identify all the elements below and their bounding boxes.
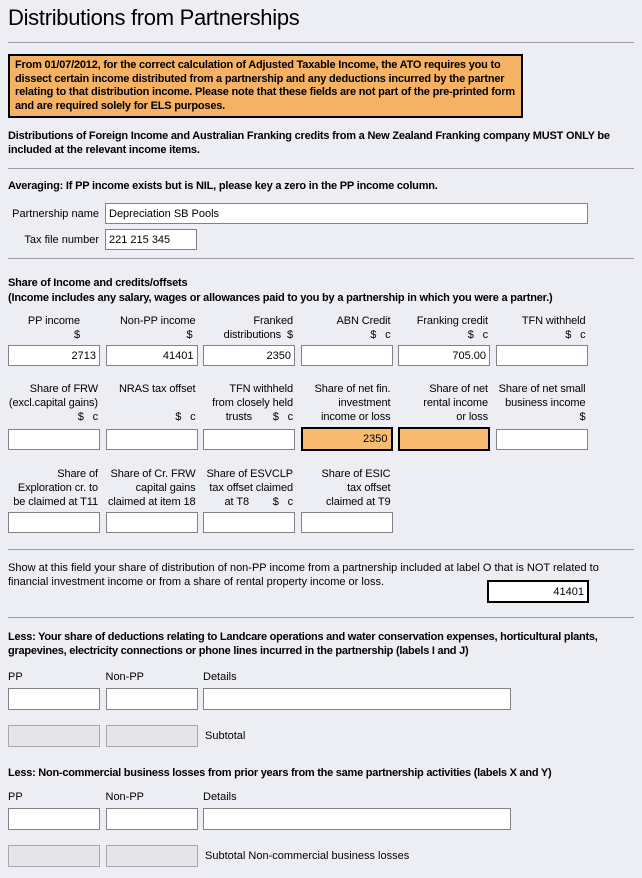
share-of-frw-header: Share of FRW (excl.capital gains) $ c	[8, 383, 98, 423]
ncl-subtotal-row	[8, 845, 409, 867]
landcare-subtotal-pp-field	[8, 725, 100, 747]
non-pp-income-header: Non-PP income $	[119, 315, 196, 341]
pp-income-field[interactable]	[8, 345, 100, 366]
share-esvclp-tax-offset-header: Share of ESVCLP tax offset claimed at T8 $ c	[206, 468, 293, 508]
landcare-subtotal-non-pp-field	[106, 725, 198, 747]
share-income-grid	[8, 314, 588, 533]
non-pp-income-field[interactable]	[106, 345, 198, 366]
landcare-deductions-heading: Less: Your share of deductions relating to Landcare operations and water conservation expenses, horticultural plants, grapevines, electricity connections or phone lines incurred in the partnership (labels I and J)	[8, 631, 598, 657]
ncl-subtotal-label: Subtotal Non-commercial business losses	[205, 850, 410, 862]
divider	[8, 617, 634, 618]
pp-income-header: PP income $	[27, 315, 80, 341]
share-cr-frw-capital-gains-header: Share of Cr. FRW capital gains claimed at item 18	[108, 468, 196, 508]
partnership-name-input[interactable]	[105, 203, 588, 224]
abn-credit-header: ABN Credit $ c	[336, 315, 391, 341]
ncl-pp-field[interactable]	[8, 808, 100, 830]
share-net-small-business-header: Share of net small business income $	[498, 383, 586, 423]
landcare-column-labels	[8, 671, 511, 683]
landcare-non-pp-field[interactable]	[106, 688, 198, 710]
ncl-column-labels	[8, 791, 511, 803]
share-esvclp-tax-offset-field[interactable]	[203, 512, 295, 533]
landcare-details-field[interactable]	[203, 688, 511, 710]
partnership-name-label: Partnership name	[12, 207, 99, 220]
franking-credit-field[interactable]	[398, 345, 490, 366]
share-net-rental-income-field[interactable]	[398, 427, 490, 451]
ncl-heading: Less: Non-commercial business losses from prior years from the same partnership activities (labels X and Y)	[8, 767, 552, 779]
franked-distributions-field[interactable]	[203, 345, 295, 366]
ato-notice-box: From 01/07/2012, for the correct calculation of Adjusted Taxable Income, the ATO requires you to dissect certain income distributed from a partnership and any deductions incurred by the partner relating to that distribution income. Please note that these fields are not part of the pre-printed form and are required solely for ELS purposes.	[8, 54, 523, 118]
share-net-financial-investment-field[interactable]	[301, 427, 393, 451]
ncl-pp-label: PP	[8, 791, 23, 803]
non-pp-summary-field[interactable]	[487, 580, 589, 603]
ncl-subtotal-non-pp-field	[106, 845, 198, 867]
divider	[8, 42, 634, 43]
share-net-rental-income-header: Share of net rental income or loss	[423, 383, 488, 423]
landcare-pp-field[interactable]	[8, 688, 100, 710]
franked-distributions-header: Franked distributions $	[223, 315, 293, 341]
nras-tax-offset-header: NRAS tax offset $ c	[118, 383, 196, 423]
tax-file-number-row	[0, 229, 197, 250]
landcare-details-label: Details	[203, 671, 237, 683]
franking-credit-header: Franking credit $ c	[416, 315, 488, 341]
non-pp-summary-text: Show at this field your share of distribution of non-PP income from a partnership included at label O that is NOT related to financial investment income or from a share of rental property income or loss.	[8, 562, 599, 588]
abn-credit-field[interactable]	[301, 345, 393, 366]
share-exploration-credit-header: Share of Exploration cr. to be claimed at T11	[13, 468, 98, 508]
share-of-frw-field[interactable]	[8, 429, 100, 450]
divider	[8, 168, 634, 169]
nz-franking-note: Distributions of Foreign Income and Australian Franking credits from a New Zealand Franking company MUST ONLY be included at the relevant income items.	[8, 130, 610, 156]
tax-file-number-input[interactable]	[105, 229, 197, 250]
page-title: Distributions from Partnerships	[8, 5, 300, 30]
partnership-name-row	[0, 203, 588, 224]
share-section-heading: Share of Income and credits/offsets	[8, 277, 188, 289]
tfn-withheld-field[interactable]	[496, 345, 588, 366]
landcare-subtotal-row	[8, 725, 245, 747]
share-net-financial-investment-header: Share of net fin. investment income or loss	[314, 383, 391, 423]
landcare-subtotal-label: Subtotal	[205, 730, 246, 742]
ncl-non-pp-field[interactable]	[106, 808, 198, 830]
share-cr-frw-capital-gains-field[interactable]	[106, 512, 198, 533]
share-esic-tax-offset-header: Share of ESIC tax offset claimed at T9	[321, 468, 391, 508]
share-exploration-credit-field[interactable]	[8, 512, 100, 533]
tfn-withheld-closely-held-trusts-header: TFN withheld from closely held trusts $ c	[212, 383, 293, 423]
divider	[8, 258, 634, 259]
landcare-non-pp-label: Non-PP	[105, 671, 145, 683]
ncl-input-row	[8, 808, 511, 830]
ncl-details-field[interactable]	[203, 808, 511, 830]
averaging-note: Averaging: If PP income exists but is NIL, please key a zero in the PP income column.	[8, 180, 438, 192]
divider	[8, 549, 634, 550]
ncl-non-pp-label: Non-PP	[105, 791, 145, 803]
ncl-details-label: Details	[203, 791, 237, 803]
share-net-small-business-field[interactable]	[496, 429, 588, 450]
ncl-subtotal-pp-field	[8, 845, 100, 867]
landcare-pp-label: PP	[8, 671, 23, 683]
landcare-input-row	[8, 688, 511, 710]
nras-tax-offset-field[interactable]	[106, 429, 198, 450]
tfn-withheld-closely-held-trusts-field[interactable]	[203, 429, 295, 450]
share-esic-tax-offset-field[interactable]	[301, 512, 393, 533]
tax-file-number-label: Tax file number	[24, 233, 99, 246]
tfn-withheld-header: TFN withheld $ c	[521, 315, 586, 341]
share-section-subheading: (Income includes any salary, wages or allowances paid to you by a partnership in which you were a partner.)	[8, 292, 553, 304]
